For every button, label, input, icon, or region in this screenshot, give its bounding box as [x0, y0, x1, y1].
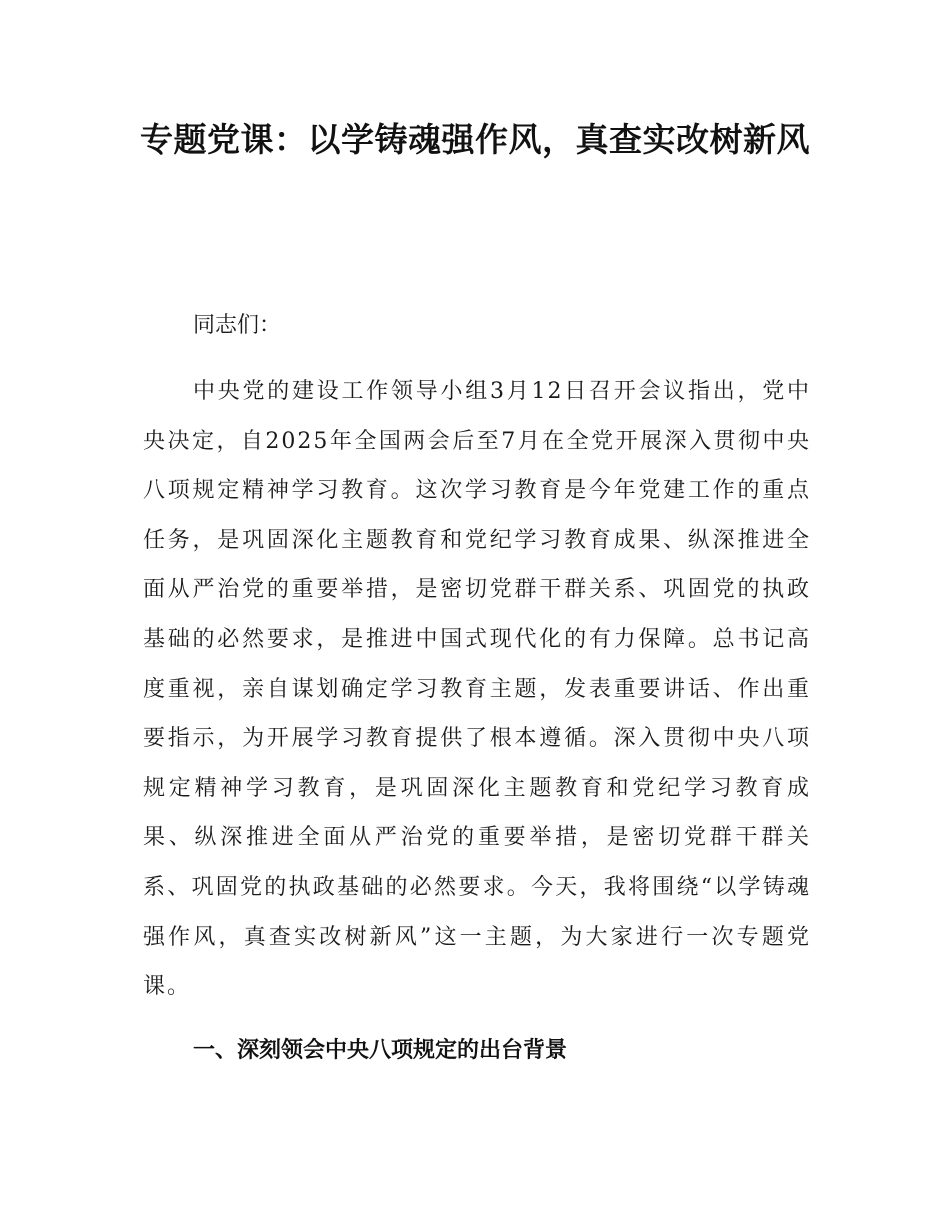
salutation: 同志们： [193, 313, 282, 338]
section-heading: 一、深刻领会中央八项规定的出台背景 [193, 1038, 568, 1063]
body-paragraph: 中央党的建设工作领导小组3月12日召开会议指出，党中央决定，自2025年全国两会后至7月在全党开展深入贯彻中央八项规定精神学习教育。这次学习教育是今年党建工作的重点任务，是巩固深化主题教育和党纪学习教育成果、纵深推进全面从严治党的重要举措，是密切党群干群关系、巩固党的执政基础的必然要求，是推进中国式现代化的有力保障。总书记高度重视，亲自谋划确定学习教育主题，发表重要讲话、作出重要指示，为开展学习教育提供了根本遵循。深入贯彻中央八项规定精神学习教育，是巩固深化主题教育和党纪学习教育成果、纵深推进全面从严治党的重要举措，是密切党群干群关系、巩固党的执政基础的必然要求。今天，我将围绕“以学铸魂强作风，真查实改树新风”这一主题，为大家进行一次专题党课。 [143, 379, 811, 1000]
document-title: 专题党课：以学铸魂强作风，真查实改树新风 [140, 120, 810, 159]
